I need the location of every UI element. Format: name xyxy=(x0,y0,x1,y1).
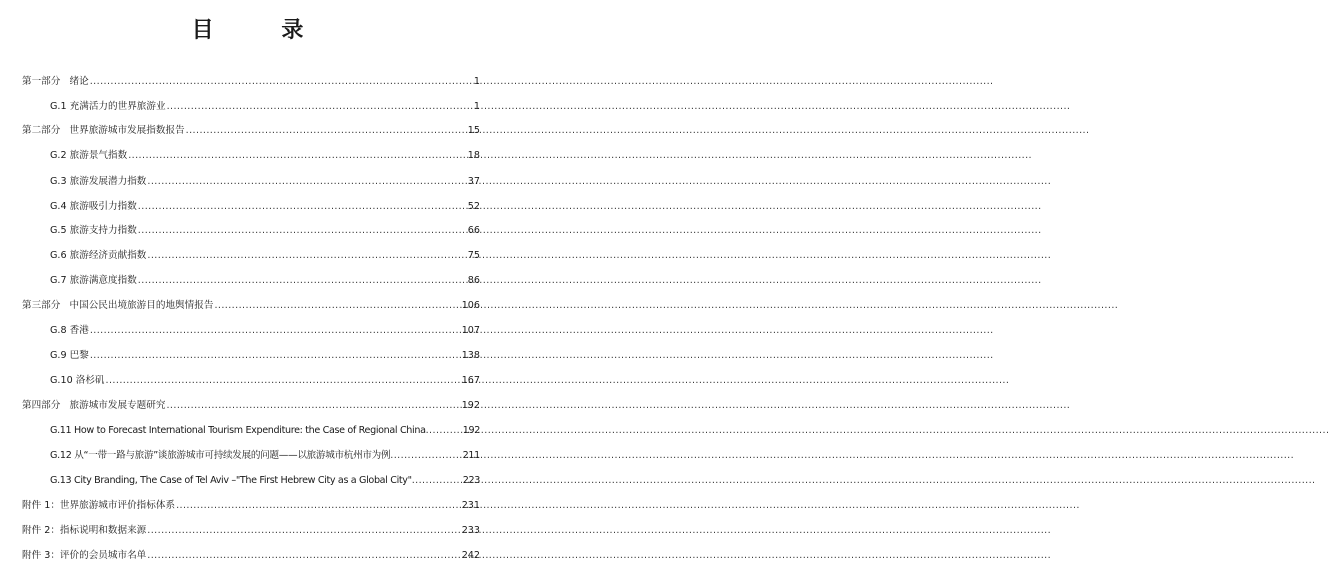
toc-dot-leader xyxy=(147,549,460,562)
toc-entry[interactable] xyxy=(50,349,480,362)
toc-dot-leader xyxy=(390,449,462,462)
toc-dot-leader xyxy=(167,100,473,113)
toc-entry[interactable] xyxy=(22,75,480,88)
toc-entry[interactable] xyxy=(22,549,480,562)
toc-entry-page: 1 xyxy=(473,101,480,112)
toc-entry-label: 附件 1：世界旅游城市评价指标体系 xyxy=(22,500,176,511)
toc-entry-label: G.3 旅游发展潜力指数 xyxy=(50,176,147,187)
toc-entry-page: 75 xyxy=(467,250,480,261)
toc-dot-leader xyxy=(138,200,467,213)
toc-entry-page: 242 xyxy=(461,550,480,561)
toc-entry-label: G.7 旅游满意度指数 xyxy=(50,275,137,286)
toc-dot-leader xyxy=(90,75,473,88)
toc-entry-label: G.4 旅游吸引力指数 xyxy=(50,201,137,212)
toc-entry-label: G.13 City Branding, The Case of Tel Aviv –"The First Hebrew City as a Global City" xyxy=(50,475,412,486)
toc-entry-label: 第一部分 绪论 xyxy=(22,76,89,87)
toc-dot-leader xyxy=(90,324,461,337)
toc-entry[interactable] xyxy=(50,474,480,487)
toc-entry[interactable] xyxy=(50,100,480,113)
toc-entry-label: G.10 洛杉矶 xyxy=(50,375,105,386)
toc-dot-leader xyxy=(106,374,461,387)
toc-dot-leader xyxy=(186,124,467,137)
toc-dot-leader xyxy=(426,424,463,437)
toc-entry-page: 18 xyxy=(467,150,480,161)
toc-entry-label: 第三部分 中国公民出境旅游目的地舆情报告 xyxy=(22,300,214,311)
toc-dot-leader xyxy=(138,274,467,287)
toc-entry[interactable] xyxy=(22,299,480,312)
toc-entry-page: 192 xyxy=(461,400,480,411)
toc-entry-page: 138 xyxy=(461,350,480,361)
toc-entry-label: G.8 香港 xyxy=(50,325,89,336)
toc-entry-page: 86 xyxy=(467,275,480,286)
toc-entry-label: G.9 巴黎 xyxy=(50,350,89,361)
toc-entry-label: G.1 充满活力的世界旅游业 xyxy=(50,101,166,112)
toc-entry-page: 192 xyxy=(462,425,480,436)
toc-dot-leader xyxy=(214,299,460,312)
toc-dot-leader xyxy=(147,249,466,262)
toc-dot-leader xyxy=(147,524,460,537)
toc-dot-leader xyxy=(147,175,466,188)
toc-dot-leader xyxy=(166,399,460,412)
toc-entry[interactable] xyxy=(22,399,480,412)
toc-entry[interactable] xyxy=(22,524,480,537)
toc-entry-label: G.2 旅游景气指数 xyxy=(50,150,128,161)
toc-entry[interactable] xyxy=(50,224,480,237)
page-title: 目 录 xyxy=(191,18,334,43)
toc-entry-label: 附件 3：评价的会员城市名单 xyxy=(22,550,147,561)
toc-entry[interactable] xyxy=(50,449,480,462)
toc-entry-label: G.11 How to Forecast International Tourism Expenditure: the Case of Regional China xyxy=(50,425,426,436)
toc-entry-page: 211 xyxy=(462,450,480,461)
toc-entry-label: G.12 从“一带一路与旅游”谈旅游城市可持续发展的问题——以旅游城市杭州市为例 xyxy=(50,450,391,461)
toc-entry[interactable] xyxy=(50,149,480,162)
toc-dot-leader xyxy=(90,349,461,362)
toc-entry[interactable] xyxy=(22,499,480,512)
toc-entry[interactable] xyxy=(22,124,480,137)
toc-entry-page: 167 xyxy=(461,375,480,386)
toc-entry-page: 231 xyxy=(461,500,480,511)
toc-entry[interactable] xyxy=(50,274,480,287)
toc-entry-label: G.6 旅游经济贡献指数 xyxy=(50,250,147,261)
toc-entry-page: 223 xyxy=(462,475,480,486)
toc-entry-label: 附件 2：指标说明和数据来源 xyxy=(22,525,147,536)
toc-entry-label: 第二部分 世界旅游城市发展指数报告 xyxy=(22,125,185,136)
toc-entry[interactable] xyxy=(50,324,480,337)
toc-entry-page: 66 xyxy=(467,225,480,236)
toc-entry[interactable] xyxy=(50,175,480,188)
toc-entry-page: 1 xyxy=(473,76,480,87)
toc-entry[interactable] xyxy=(50,200,480,213)
toc-dot-leader xyxy=(138,224,467,237)
toc-dot-leader xyxy=(412,474,463,487)
toc-dot-leader xyxy=(128,149,467,162)
toc-entry-page: 106 xyxy=(461,300,480,311)
toc-entry[interactable] xyxy=(50,249,480,262)
toc-entry-page: 37 xyxy=(467,176,480,187)
toc-entry-page: 233 xyxy=(461,525,480,536)
toc-dot-leader xyxy=(176,499,461,512)
toc-entry-label: 第四部分 旅游城市发展专题研究 xyxy=(22,400,166,411)
toc-entry-page: 107 xyxy=(461,325,480,336)
toc-entry-page: 15 xyxy=(467,125,480,136)
toc-entry-label: G.5 旅游支持力指数 xyxy=(50,225,137,236)
toc-entry-page: 52 xyxy=(467,201,480,212)
toc-entry[interactable] xyxy=(50,374,480,387)
toc-entry[interactable] xyxy=(50,424,480,437)
